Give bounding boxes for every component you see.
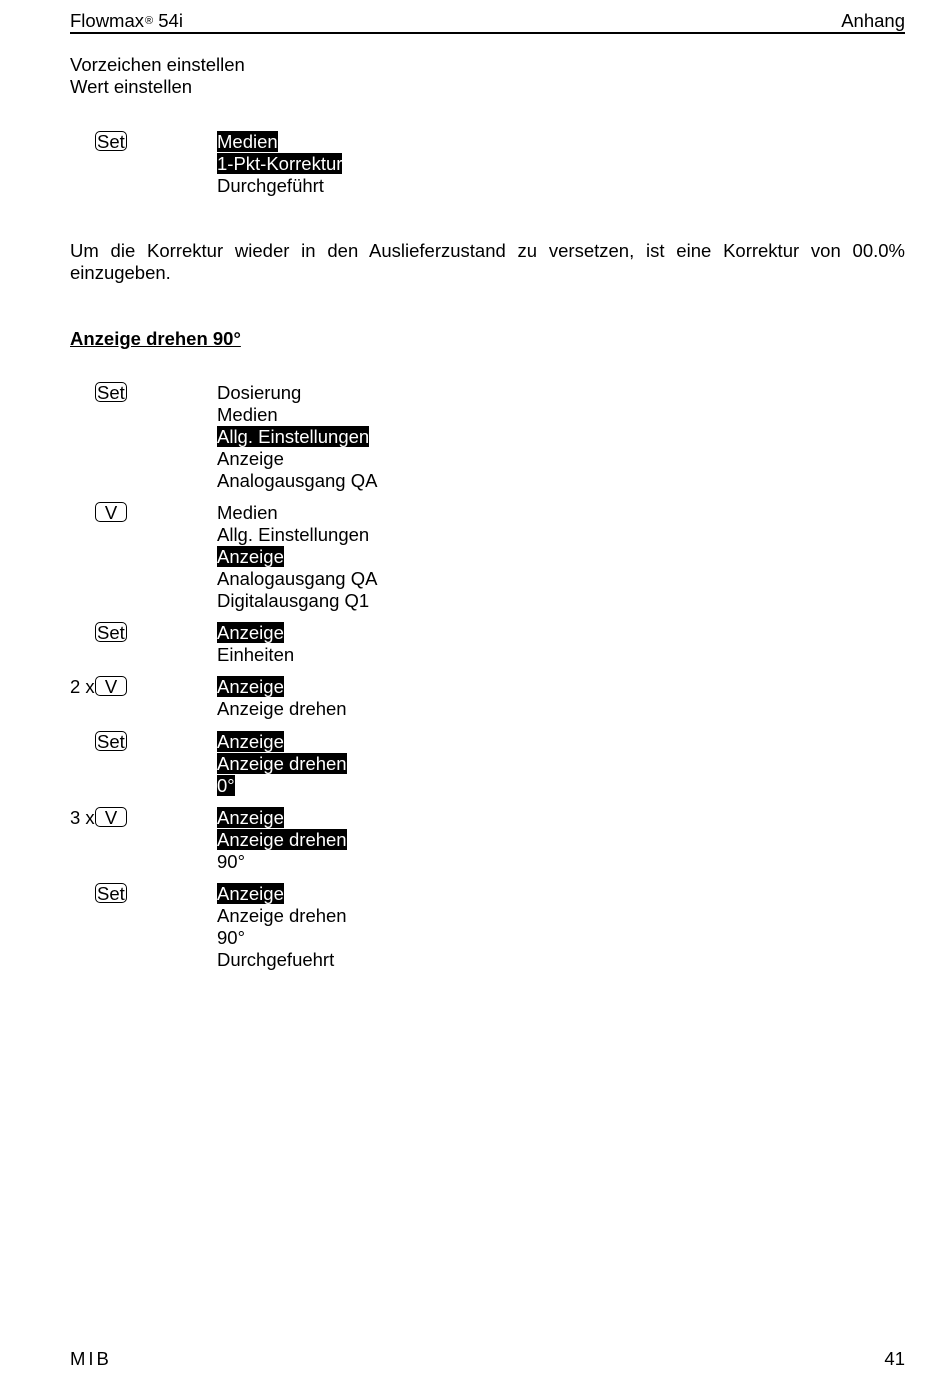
set-key-icon: Set: [95, 131, 127, 151]
display-line: Analogausgang QA: [217, 470, 378, 491]
display-line: Anzeige drehen: [217, 905, 347, 926]
set-key-icon: Set: [95, 382, 127, 402]
page-number: 41: [884, 1348, 905, 1369]
display-line: Anzeige drehen: [217, 829, 347, 850]
display-line: Anzeige: [217, 807, 284, 828]
display-lines: [217, 131, 342, 197]
display-line: Allg. Einstellungen: [217, 524, 370, 545]
display-line: Analogausgang QA: [217, 568, 378, 589]
display-line: 0°: [217, 775, 235, 796]
intro-text: [70, 54, 245, 98]
repeat-count: 2 x: [70, 676, 95, 697]
set-key-icon: Set: [95, 883, 127, 903]
down-key-icon: V: [95, 807, 127, 827]
display-lines: [217, 883, 347, 971]
display-line: Medien: [217, 131, 278, 152]
display-line: Anzeige drehen: [217, 698, 347, 719]
display-line: Durchgefuehrt: [217, 949, 335, 970]
display-lines: [217, 622, 294, 666]
display-line: Allg. Einstellungen: [217, 426, 370, 447]
display-line: 90°: [217, 927, 245, 948]
display-line: Medien: [217, 404, 278, 425]
header-product: [70, 9, 183, 32]
registered-mark: ®: [145, 15, 154, 27]
display-line: Durchgeführt: [217, 175, 324, 196]
product-name: Flowmax: [70, 10, 145, 31]
display-line: Einheiten: [217, 644, 295, 665]
display-line: Medien: [217, 502, 278, 523]
display-line: Anzeige: [217, 731, 284, 752]
set-key-icon: Set: [95, 622, 127, 642]
display-line: Anzeige: [217, 622, 284, 643]
header-section: Anhang: [841, 10, 905, 31]
display-lines: [217, 382, 377, 492]
repeat-count: 3 x: [70, 807, 95, 828]
down-key-icon: V: [95, 502, 127, 522]
display-lines: [217, 502, 377, 612]
display-line: Dosierung: [217, 382, 302, 403]
product-model: 54i: [158, 10, 183, 31]
display-line: Digitalausgang Q1: [217, 590, 370, 611]
section-heading: Anzeige drehen 90°: [70, 328, 241, 349]
display-line: Anzeige: [217, 448, 284, 469]
page-header: [70, 9, 905, 34]
display-line: Anzeige: [217, 676, 284, 697]
display-lines: [217, 731, 347, 797]
down-key-icon: V: [95, 676, 127, 696]
display-line: Anzeige: [217, 546, 284, 567]
intro-line: Wert einstellen: [70, 76, 193, 97]
display-line: Anzeige: [217, 883, 284, 904]
display-line: Anzeige drehen: [217, 753, 347, 774]
display-lines: [217, 676, 347, 720]
intro-line: Vorzeichen einstellen: [70, 54, 245, 75]
note-paragraph: Um die Korrektur wieder in den Auslieferzustand zu versetzen, ist eine Korrektur von 00.0% einzugeben.: [70, 240, 905, 283]
display-line: 1-Pkt-Korrektur: [217, 153, 343, 174]
display-lines: [217, 807, 347, 873]
set-key-icon: Set: [95, 731, 127, 751]
display-line: 90°: [217, 851, 245, 872]
footer-left: MIB: [70, 1348, 112, 1369]
